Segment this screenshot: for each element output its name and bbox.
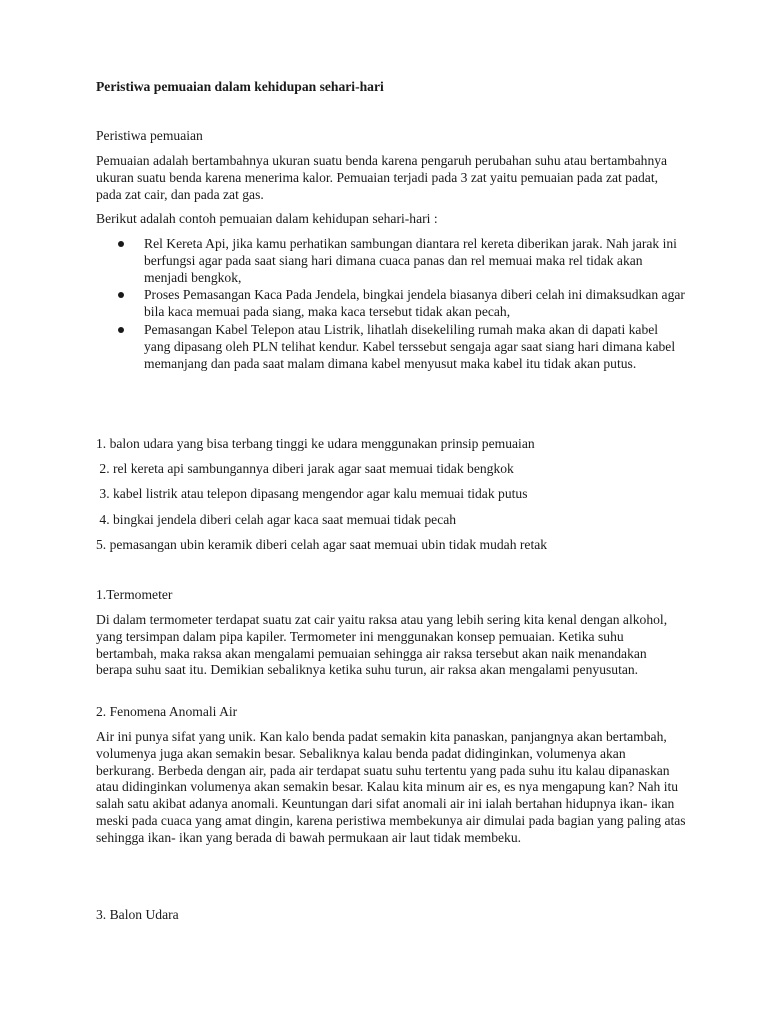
bullet-dot-icon	[118, 327, 124, 333]
numbered-item: 4. bingkai jendela diberi celah agar kaca saat memuai tidak pecah	[96, 512, 457, 527]
termometer-paragraph: Di dalam termometer terdapat suatu zat cair yaitu raksa atau yang lebih sering kita kenal dengan alkohol, yang tersimpan dalam pipa kapiler. Termometer ini menggunakan konsep pemuaian. Ketika suhu bertambah, maka raksa akan mengalami pemuaian sehingga air raksa tersebut akan naik menandakan berapa suhu saat itu. Demikian sebaliknya ketika suhu turun, air raksa akan mengalami penyusutan.	[96, 612, 668, 678]
bullet-item	[96, 322, 686, 372]
examples-intro: Berikut adalah contoh pemuaian dalam kehidupan sehari-hari :	[96, 211, 438, 226]
examples-bullet-list	[96, 236, 686, 373]
numbered-item: 5. pemasangan ubin keramik diberi celah agar saat memuai ubin tidak mudah retak	[96, 537, 548, 552]
anomali-heading: 2. Fenomena Anomali Air	[96, 704, 238, 719]
bullet-text: Rel Kereta Api, jika kamu perhatikan sambungan diantara rel kereta diberikan jarak. Nah jarak ini berfungsi agar pada saat siang hari dimana cuaca panas dan rel memuai maka rel tidak akan menjadi bengkok,	[144, 236, 677, 285]
numbered-item: 2. rel kereta api sambungannya diberi jarak agar saat memuai tidak bengkok	[96, 461, 514, 476]
bullet-text: Proses Pemasangan Kaca Pada Jendela, bingkai jendela biasanya diberi celah ini dimaksudkan agar bila kaca memuai pada siang, maka kaca tersebut tidak akan pecah,	[144, 287, 685, 320]
section-heading: Peristiwa pemuaian	[96, 128, 203, 143]
bullet-item	[96, 287, 686, 321]
balon-heading: 3. Balon Udara	[96, 907, 179, 922]
termometer-heading: 1.Termometer	[96, 587, 173, 602]
bullet-dot-icon	[118, 241, 124, 247]
document-title: Peristiwa pemuaian dalam kehidupan sehari-hari	[96, 79, 384, 94]
intro-paragraph: Pemuaian adalah bertambahnya ukuran suatu benda karena pengaruh perubahan suhu atau bertambahnya ukuran suatu benda karena menerima kalor. Pemuaian terjadi pada 3 zat yaitu pemuaian pada zat padat, pada zat cair, dan pada zat gas.	[96, 153, 668, 202]
bullet-text: Pemasangan Kabel Telepon atau Listrik, lihatlah disekeliling rumah maka akan di dapati kabel yang dipasang oleh PLN telihat kendur. Kabel terssebut sengaja agar saat siang hari dimana kabel memanjang dan pada saat malam dimana kabel menyusut maka kabel itu tidak akan putus.	[144, 321, 676, 371]
bullet-dot-icon	[118, 292, 124, 298]
numbered-item: 3. kabel listrik atau telepon dipasang mengendor agar kalu memuai tidak putus	[96, 486, 528, 501]
bullet-item	[96, 236, 686, 286]
numbered-item: 1. balon udara yang bisa terbang tinggi ke udara menggunakan prinsip pemuaian	[96, 436, 535, 451]
anomali-paragraph: Air ini punya sifat yang unik. Kan kalo benda padat semakin kita panaskan, panjangnya akan bertambah, volumenya juga akan semakin besar. Sebaliknya kalau benda padat didinginkan, volumenya akan berkurang. Berbeda dengan air, pada air terdapat suatu suhu tertentu yang pada suhu itu kalau dipanaskan atau didinginkan volumenya akan semakin besar. Kalau kita minum air es, es nya mengapung kan? Nah itu salah satu akibat adanya anomali. Keuntungan dari sifat anomali air ini ialah bertahan hidupnya ikan- ikan meski pada cuaca yang amat dingin, karena peristiwa membekunya air dimulai pada bagian yang paling atas sehingga ikan- ikan yang berada di bawah permukaan air laut tidak membeku.	[96, 729, 686, 845]
